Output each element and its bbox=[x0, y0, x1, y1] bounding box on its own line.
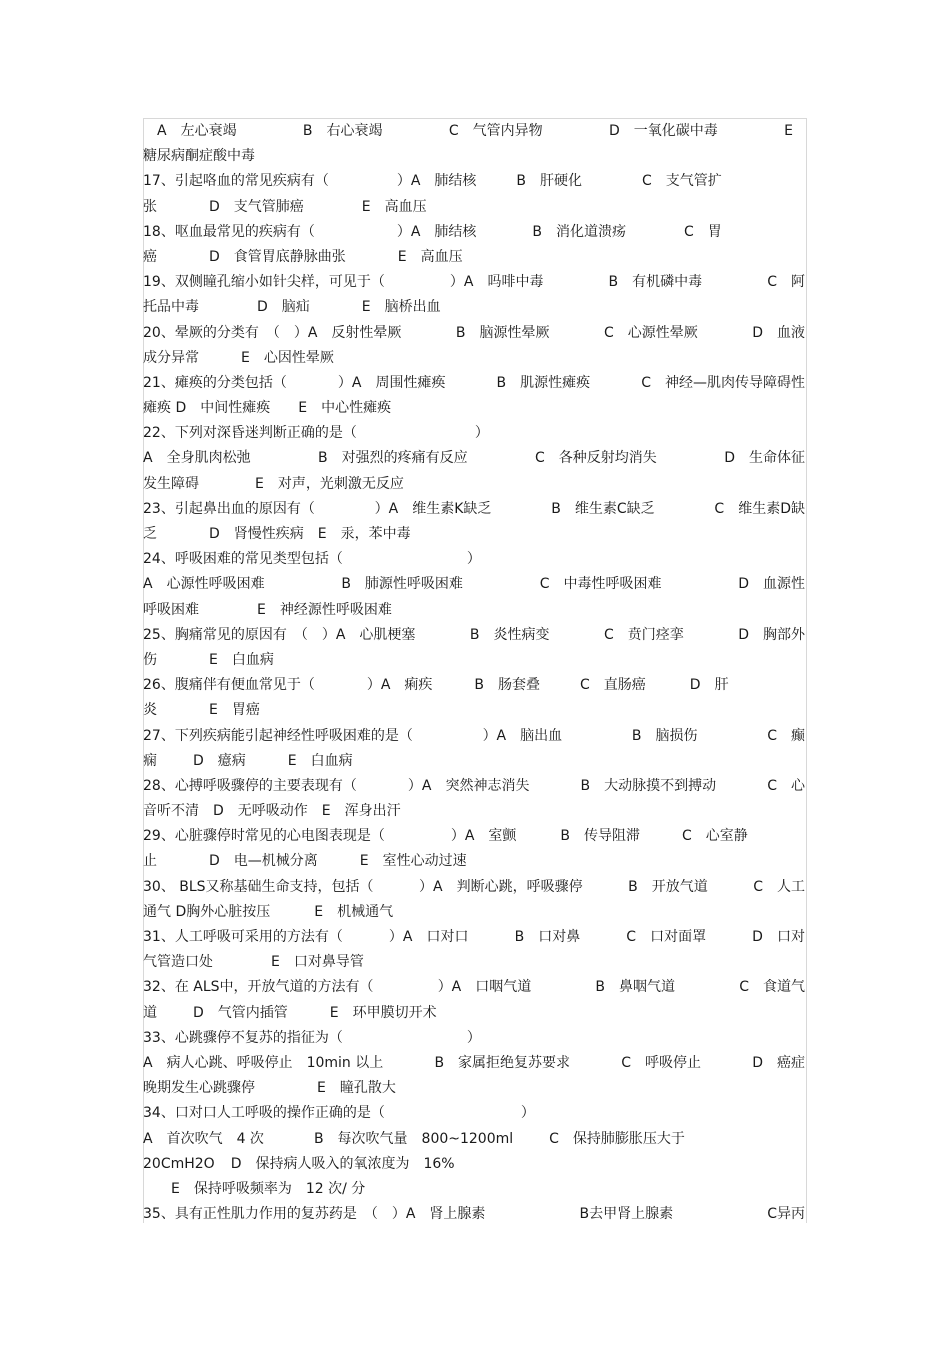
text-segment: C 保持肺膨胀压大于 bbox=[549, 1130, 685, 1147]
text-segment: E 高血压 bbox=[361, 198, 427, 215]
text-segment: C 心室静 bbox=[682, 828, 748, 845]
text-segment: 乏 bbox=[143, 526, 157, 542]
text-segment: E 高血压 bbox=[397, 248, 463, 265]
text-segment: 张 bbox=[143, 198, 157, 215]
text-segment: E 脑桥出血 bbox=[361, 299, 441, 316]
text-segment: A 心源性呼吸困难 bbox=[143, 576, 265, 593]
text-segment: C 心 bbox=[767, 777, 805, 794]
text-segment: C 气管内异物 bbox=[448, 123, 543, 139]
text-segment: 20CmH2O bbox=[143, 1155, 215, 1172]
text-line bbox=[143, 950, 805, 975]
text-segment: ）A 室颤 bbox=[450, 828, 517, 845]
question-32 bbox=[143, 975, 805, 1000]
text-segment: C 胃 bbox=[684, 223, 722, 240]
text-segment: 23、引起鼻出血的原因有（ bbox=[143, 500, 315, 517]
text-segment: B 有机磷中毒 bbox=[608, 274, 703, 291]
text-segment: 伤 bbox=[143, 651, 157, 668]
question-29 bbox=[143, 824, 805, 849]
text-segment: 通气 D胸外心脏按压 bbox=[143, 903, 271, 920]
question-27 bbox=[143, 724, 805, 749]
text-segment: D 保持病人吸入的氧浓度为 16% bbox=[230, 1155, 455, 1172]
text-segment: C 食道气 bbox=[739, 979, 805, 996]
text-segment: ） bbox=[474, 425, 489, 442]
text-segment: 31、人工呼吸可采用的方法有（ bbox=[143, 929, 343, 945]
question-33 bbox=[143, 1026, 805, 1051]
text-segment: D 一氧化碳中毒 bbox=[609, 123, 718, 139]
text-segment: B 大动脉摸不到搏动 bbox=[580, 777, 717, 794]
text-line bbox=[143, 1051, 805, 1076]
text-segment: E 浑身出汗 bbox=[321, 803, 401, 820]
text-segment: ）A 痢疾 bbox=[366, 677, 433, 694]
text-segment: D 支气管肺癌 bbox=[209, 198, 304, 215]
question-19 bbox=[143, 270, 805, 295]
text-segment: 34、口对口人工呼吸的操作正确的是（ bbox=[143, 1105, 385, 1122]
text-segment: D 肾慢性疾病 bbox=[209, 526, 304, 542]
text-segment: 20、晕厥的分类有 （ ）A 反射性晕厥 bbox=[143, 324, 402, 341]
text-line bbox=[143, 849, 805, 874]
text-line bbox=[143, 522, 805, 547]
text-segment: E 对声，光刺激无反应 bbox=[255, 475, 404, 492]
text-segment: 19、双侧瞳孔缩小如针尖样，可见于（ bbox=[143, 274, 385, 291]
text-segment: 33、心跳骤停不复苏的指征为（ bbox=[143, 1029, 343, 1046]
text-segment: 24、呼吸困难的常见类型包括（ bbox=[143, 551, 343, 568]
text-segment: B 肝硬化 bbox=[516, 173, 583, 190]
question-25 bbox=[143, 623, 805, 648]
text-segment: D 血液 bbox=[752, 324, 805, 341]
text-segment: B 右心衰竭 bbox=[302, 123, 383, 139]
text-segment: E 白血病 bbox=[287, 752, 353, 769]
text-segment: D 生命体征 bbox=[724, 450, 805, 467]
text-line bbox=[143, 472, 805, 497]
text-segment: 止 bbox=[143, 853, 157, 870]
text-segment: 30、 BLS又称基础生命支持，包括（ bbox=[143, 878, 374, 895]
text-segment: C 各种反射均消失 bbox=[535, 450, 657, 467]
text-segment: 21、瘫痪的分类包括（ bbox=[143, 374, 287, 391]
text-segment: ） bbox=[520, 1105, 535, 1122]
text-segment: 音听不清 bbox=[143, 803, 199, 820]
text-segment: C 癫 bbox=[767, 727, 805, 744]
question-18 bbox=[143, 220, 805, 245]
text-line bbox=[143, 119, 805, 144]
text-segment: E 汞，苯中毒 bbox=[317, 526, 411, 542]
text-line bbox=[143, 1001, 805, 1026]
text-segment: D 血源性 bbox=[738, 576, 805, 593]
text-line bbox=[143, 295, 805, 320]
text-segment: D 气管内插管 bbox=[193, 1004, 288, 1021]
question-20 bbox=[143, 321, 805, 346]
text-segment: C 口对面罩 bbox=[626, 929, 707, 945]
text-segment: D 电—机械分离 bbox=[209, 853, 318, 870]
text-segment: ）A 周围性瘫痪 bbox=[337, 374, 446, 391]
text-segment: B去甲肾上腺素 bbox=[579, 1206, 674, 1223]
text-segment: 呼吸困难 bbox=[143, 601, 199, 618]
text-segment: 癌 bbox=[143, 248, 157, 265]
text-segment: 成分异常 bbox=[143, 349, 199, 366]
text-segment: E 保持呼吸频率为 12 次/ 分 bbox=[143, 1180, 366, 1197]
question-21 bbox=[143, 371, 805, 396]
text-segment: 晚期发生心跳骤停 bbox=[143, 1080, 255, 1097]
text-segment: E 环甲膜切开术 bbox=[329, 1004, 437, 1021]
text-segment: C 呼吸停止 bbox=[621, 1054, 702, 1071]
text-segment: 瘫痪 D 中间性瘫痪 bbox=[143, 400, 271, 417]
text-segment: B 炎性病变 bbox=[469, 626, 550, 643]
text-segment: ）A 肺结核 bbox=[396, 223, 477, 240]
text-segment: E 心因性晕厥 bbox=[241, 349, 334, 366]
text-line bbox=[143, 648, 805, 673]
text-segment: E 机械通气 bbox=[314, 903, 394, 920]
text-segment: A 全身肌肉松弛 bbox=[143, 450, 251, 467]
question-22 bbox=[143, 421, 805, 446]
text-segment: C 心源性晕厥 bbox=[603, 324, 698, 341]
text-line bbox=[143, 1152, 805, 1177]
text-segment: A 病人心跳、呼吸停止 10min 以上 bbox=[143, 1054, 384, 1071]
text-segment: 29、心脏骤停时常见的心电图表现是（ bbox=[143, 828, 385, 845]
question-30 bbox=[143, 875, 805, 900]
text-segment: E 室性心动过速 bbox=[359, 853, 467, 870]
text-segment: D 无呼吸动作 bbox=[213, 803, 308, 820]
text-segment: ）A 吗啡中毒 bbox=[449, 274, 544, 291]
text-segment: C 直肠癌 bbox=[580, 677, 646, 694]
text-segment: 35、具有正性肌力作用的复苏药是 （ ）A 肾上腺素 bbox=[143, 1206, 486, 1223]
text-segment: A 左心衰竭 bbox=[143, 123, 237, 139]
text-segment: B 脑损伤 bbox=[631, 727, 698, 744]
text-segment: ）A 突然神志消失 bbox=[407, 777, 530, 794]
text-segment: D 口对 bbox=[752, 929, 805, 945]
text-segment: 发生障碍 bbox=[143, 475, 199, 492]
question-17 bbox=[143, 169, 805, 194]
text-line bbox=[143, 195, 805, 220]
text-line bbox=[143, 346, 805, 371]
text-segment: C 支气管扩 bbox=[642, 173, 722, 190]
question-23 bbox=[143, 497, 805, 522]
question-28 bbox=[143, 774, 805, 799]
question-31 bbox=[143, 925, 805, 950]
text-segment: E 口对鼻导管 bbox=[271, 954, 364, 971]
text-segment: 痫 bbox=[143, 752, 157, 769]
text-line bbox=[143, 446, 805, 471]
text-segment: B 家属拒绝复苏要求 bbox=[434, 1054, 571, 1071]
text-segment: ）A 口对口 bbox=[388, 929, 469, 945]
text-segment: 26、腹痛伴有便血常见于（ bbox=[143, 677, 315, 694]
text-segment: C 维生素D缺 bbox=[714, 500, 805, 517]
text-segment: 托品中毒 bbox=[143, 299, 199, 316]
text-segment: 22、下列对深昏迷判断正确的是（ bbox=[143, 425, 357, 442]
text-segment: 28、心搏呼吸骤停的主要表现有（ bbox=[143, 777, 357, 794]
text-segment: B 传导阻滞 bbox=[560, 828, 641, 845]
text-segment: E 瞳孔散大 bbox=[317, 1080, 396, 1097]
text-segment: B 开放气道 bbox=[628, 878, 708, 895]
text-segment: B 口对鼻 bbox=[514, 929, 581, 945]
question-26 bbox=[143, 673, 805, 698]
text-segment: B 脑源性晕厥 bbox=[455, 324, 550, 341]
text-segment: E 神经源性呼吸困难 bbox=[257, 601, 392, 618]
text-segment: C 阿 bbox=[767, 274, 805, 291]
text-line bbox=[143, 144, 805, 169]
question-24 bbox=[143, 547, 805, 572]
text-segment: ）A 判断心跳，呼吸骤停 bbox=[419, 878, 583, 895]
text-segment: D 胸部外 bbox=[738, 626, 805, 643]
text-segment: E 白血病 bbox=[209, 651, 274, 668]
text-line bbox=[143, 1127, 805, 1152]
text-segment: ）A 肺结核 bbox=[396, 173, 477, 190]
text-segment: 32、在 ALS中，开放气道的方法有（ bbox=[143, 979, 374, 996]
text-line bbox=[143, 572, 805, 597]
text-segment: E bbox=[784, 123, 793, 139]
text-line bbox=[143, 245, 805, 270]
text-segment: E 胃癌 bbox=[209, 702, 260, 719]
text-segment: ）A 维生素K缺乏 bbox=[374, 500, 492, 517]
text-segment: D 肝 bbox=[689, 677, 729, 694]
text-segment: C 贲门痉挛 bbox=[603, 626, 684, 643]
question-35 bbox=[143, 1202, 805, 1227]
text-line bbox=[143, 749, 805, 774]
text-segment: ）A 脑出血 bbox=[482, 727, 563, 744]
text-segment: B 消化道溃疡 bbox=[532, 223, 627, 240]
question-34 bbox=[143, 1101, 805, 1126]
text-segment: 糖尿病酮症酸中毒 bbox=[143, 148, 255, 165]
text-segment: ）A 口咽气道 bbox=[437, 979, 532, 996]
text-line bbox=[143, 1076, 805, 1101]
text-segment: C 人工 bbox=[753, 878, 805, 895]
text-segment: C异丙 bbox=[767, 1206, 805, 1223]
document-body bbox=[143, 119, 805, 1227]
text-segment: B 对强烈的疼痛有反应 bbox=[317, 450, 468, 467]
text-segment: A 首次吹气 4 次 bbox=[143, 1130, 264, 1147]
text-segment: ） bbox=[466, 1029, 481, 1046]
text-segment: 气管造口处 bbox=[143, 954, 213, 971]
text-line bbox=[143, 698, 805, 723]
text-segment: D 癔病 bbox=[193, 752, 246, 769]
text-segment: B 肠套叠 bbox=[474, 677, 541, 694]
text-segment: 道 bbox=[143, 1004, 157, 1021]
text-segment: D 食管胃底静脉曲张 bbox=[209, 248, 346, 265]
text-segment: B 肌源性瘫痪 bbox=[496, 374, 591, 391]
text-line bbox=[143, 598, 805, 623]
text-segment: 18、呕血最常见的疾病有（ bbox=[143, 223, 315, 240]
text-segment: C 神经—肌肉传导障碍性 bbox=[641, 374, 805, 391]
text-line bbox=[143, 900, 805, 925]
text-segment: 27、下列疾病能引起神经性呼吸困难的是（ bbox=[143, 727, 413, 744]
text-segment: D 癌症 bbox=[752, 1054, 805, 1071]
text-segment: B 鼻咽气道 bbox=[595, 979, 676, 996]
text-segment: B 每次吹气量 800~1200ml bbox=[313, 1130, 514, 1147]
text-segment: ） bbox=[466, 551, 481, 568]
text-segment: C 中毒性呼吸困难 bbox=[539, 576, 662, 593]
text-segment: 炎 bbox=[143, 702, 157, 719]
text-segment: E 中心性瘫痪 bbox=[298, 400, 392, 417]
text-segment: B 肺源性呼吸困难 bbox=[341, 576, 463, 593]
text-line bbox=[143, 396, 805, 421]
text-segment: 17、引起咯血的常见疾病有（ bbox=[143, 173, 329, 190]
text-line bbox=[143, 799, 805, 824]
text-segment: D 脑疝 bbox=[257, 299, 310, 316]
text-line bbox=[143, 1177, 805, 1202]
text-segment: B 维生素C缺乏 bbox=[551, 500, 655, 517]
text-segment: 25、胸痛常见的原因有 （ ）A 心肌梗塞 bbox=[143, 626, 416, 643]
